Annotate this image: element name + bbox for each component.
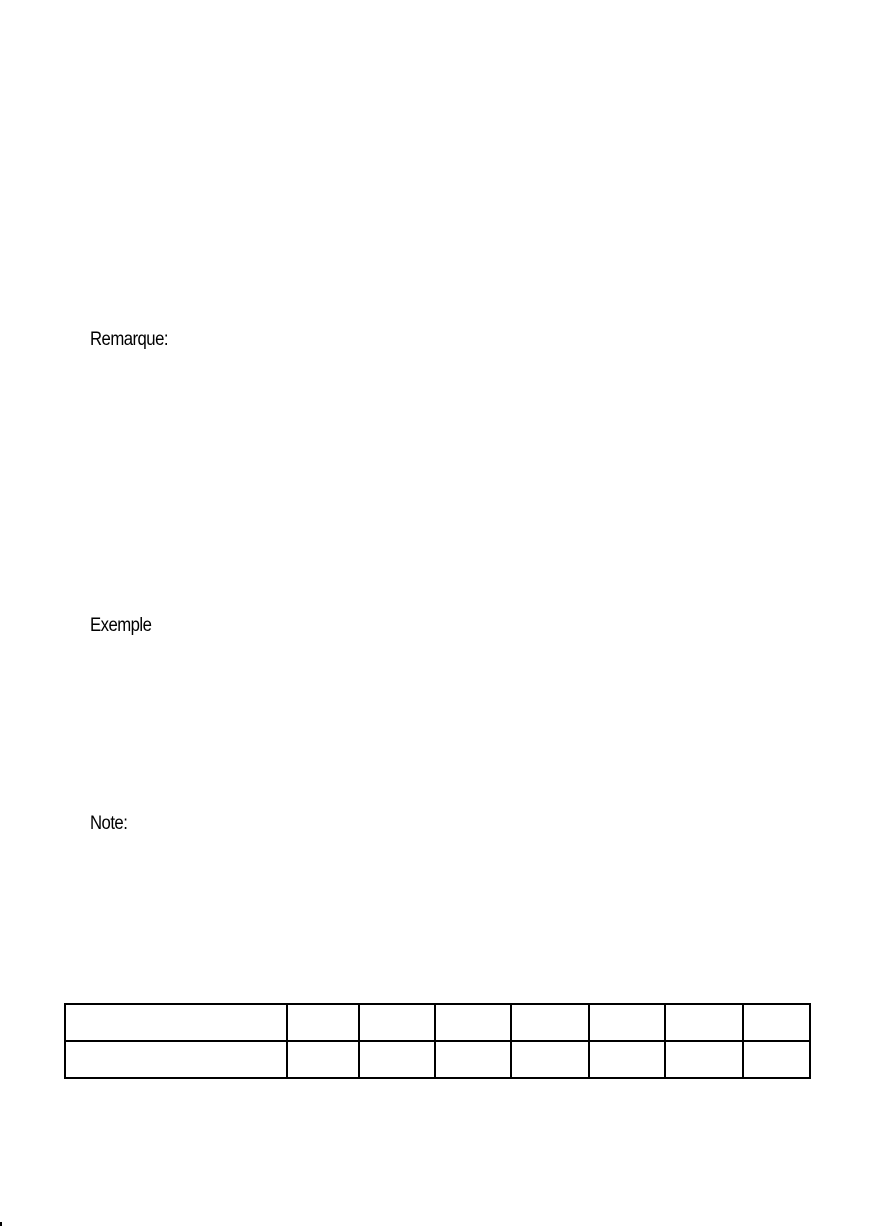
remarque-heading: Remarque:: [90, 329, 168, 350]
table-cell: [743, 1041, 810, 1078]
note-heading: Note:: [90, 813, 128, 834]
exemple-heading: Exemple: [90, 615, 152, 636]
table-cell: [359, 1004, 435, 1041]
table-cell: [65, 1041, 287, 1078]
table-cell: [589, 1004, 665, 1041]
blank-grid-table: [64, 1003, 811, 1079]
table-row: [65, 1041, 810, 1078]
table-cell: [665, 1041, 743, 1078]
page-edge-mark: [0, 1222, 2, 1226]
table-cell: [287, 1004, 359, 1041]
table-cell: [589, 1041, 665, 1078]
table-cell: [435, 1004, 511, 1041]
table-cell: [359, 1041, 435, 1078]
table-row: [65, 1004, 810, 1041]
table-cell: [665, 1004, 743, 1041]
table-cell: [65, 1004, 287, 1041]
table-cell: [287, 1041, 359, 1078]
table-cell: [511, 1041, 589, 1078]
table-cell: [511, 1004, 589, 1041]
table-cell: [743, 1004, 810, 1041]
table-cell: [435, 1041, 511, 1078]
